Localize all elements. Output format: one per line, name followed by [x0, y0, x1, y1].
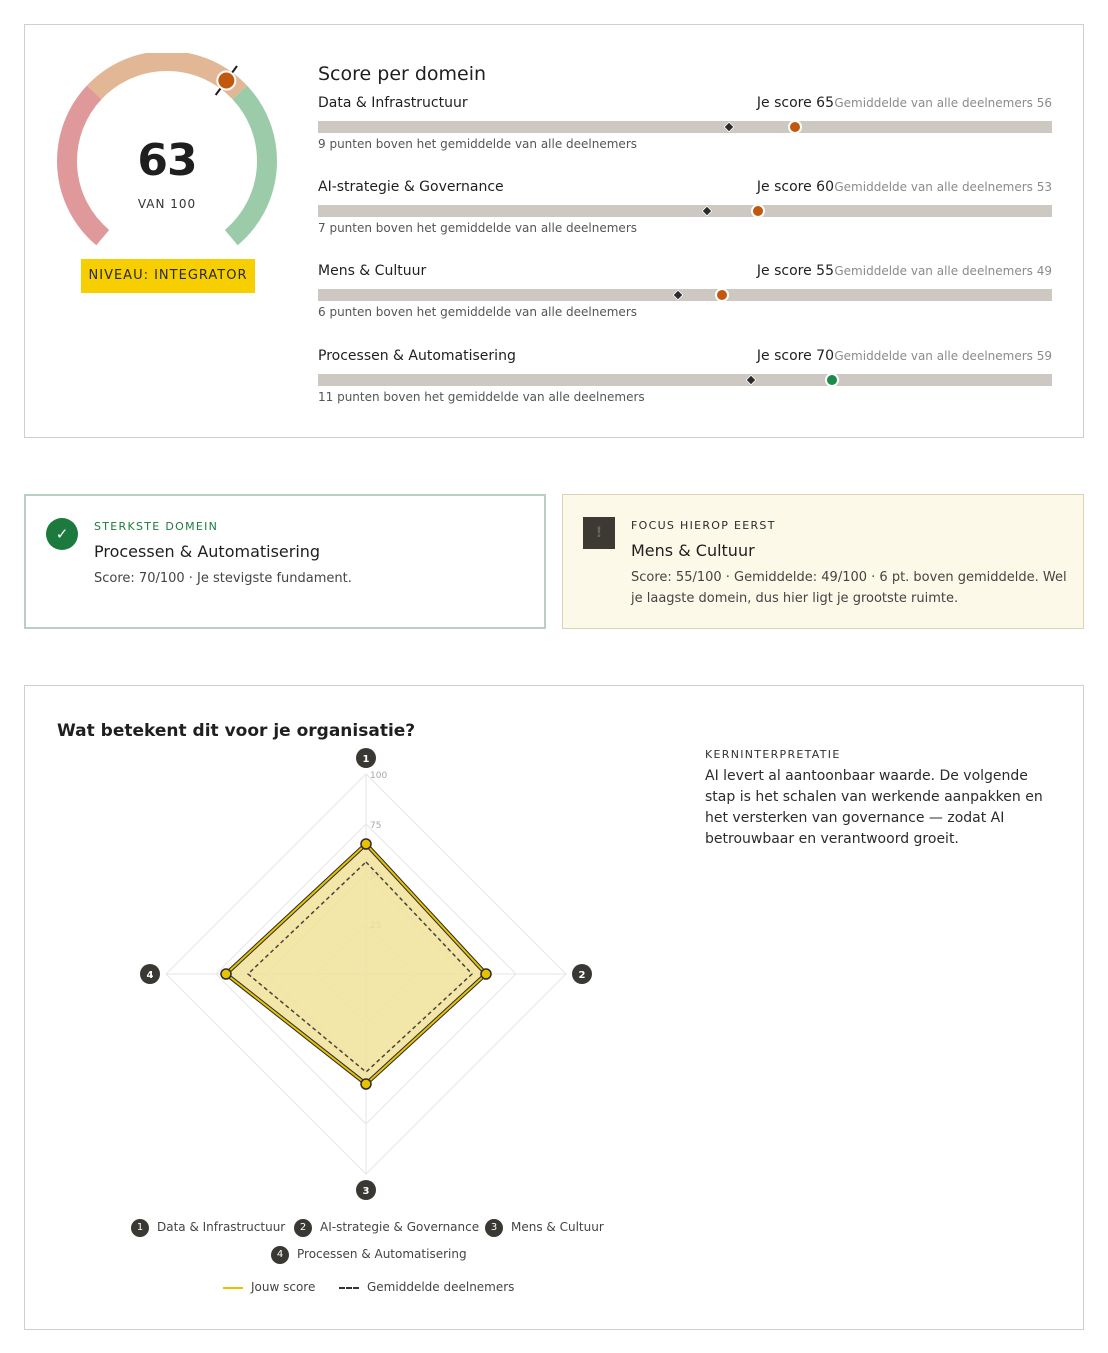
domain-score: Je score 55 [756, 263, 834, 279]
radar-tick-label: 75 [370, 821, 382, 831]
domain-average: Gemiddelde van alle deelnemers 56 [834, 96, 1052, 110]
focus-domain-card [562, 494, 1084, 629]
domain-bar-track [318, 374, 1052, 386]
radar-chart [25, 686, 685, 1216]
domain-row-data-infrastructuur [318, 95, 1052, 165]
legend-number: 3 [485, 1219, 503, 1237]
domain-note: 11 punten boven het gemiddelde van alle deelnemers [318, 390, 645, 404]
domain-average: Gemiddelde van alle deelnemers 53 [834, 180, 1052, 194]
score-overview-card [24, 24, 1084, 438]
legend-label: Mens & Cultuur [511, 1220, 604, 1234]
axis-number-badge [356, 748, 376, 768]
domain-bar-track [318, 289, 1052, 301]
domain-score: Je score 65 [756, 95, 834, 111]
score-marker [715, 288, 729, 302]
average-marker [723, 121, 734, 132]
legend-item-mens-cultuur [485, 1217, 604, 1237]
strongest-domain-card [24, 494, 546, 629]
interpretation-text: AI levert al aantoonbaar waarde. De volgende stap is het schalen van werkende aanpakken en het versterken van governance — zodat AI betrouwbaar en verantwoord groeit. [705, 768, 1043, 847]
exclamation-icon: ! [583, 517, 615, 549]
average-marker [701, 205, 712, 216]
callout-title: Processen & Automatisering [94, 542, 321, 561]
dashed-line-icon [339, 1287, 359, 1289]
solid-line-icon [223, 1287, 243, 1289]
domain-row-ai-strategie [318, 179, 1052, 249]
interpretation-card [24, 685, 1084, 1330]
domain-name: Mens & Cultuur [318, 263, 427, 279]
score-gauge [55, 53, 279, 253]
callout-kicker: FOCUS HIEROP EERST [631, 519, 776, 532]
axis-number-badge [140, 964, 160, 984]
average-marker [672, 289, 683, 300]
svg-text:4: 4 [146, 970, 154, 981]
domain-row-mens-cultuur [318, 263, 1052, 333]
check-icon: ✓ [46, 518, 78, 550]
domain-name: Data & Infrastructuur [318, 95, 468, 111]
level-badge: NIVEAU: INTEGRATOR [81, 259, 255, 293]
domain-average: Gemiddelde van alle deelnemers 49 [834, 264, 1052, 278]
axis-number-badge [356, 1180, 376, 1200]
interpretation-kicker: KERNINTERPRETATIE [705, 748, 841, 761]
legend-label: Data & Infrastructuur [157, 1220, 286, 1234]
domain-row-processen-automatisering [318, 348, 1052, 418]
svg-text:3: 3 [362, 1186, 370, 1197]
your-score-outline [226, 844, 486, 1084]
gauge-score-marker [217, 72, 235, 90]
legend-number: 4 [271, 1246, 289, 1264]
section-title: Wat betekent dit voor je organisatie? [57, 721, 416, 741]
legend-item-ai-strategie [294, 1217, 479, 1237]
callout-title: Mens & Cultuur [631, 541, 755, 560]
domain-name: AI-strategie & Governance [318, 179, 504, 195]
legend-label: Gemiddelde deelnemers [367, 1280, 515, 1294]
domain-bar-track [318, 121, 1052, 133]
svg-text:1: 1 [362, 754, 370, 765]
your-score-point [361, 1079, 371, 1089]
domain-note: 6 punten boven het gemiddelde van alle deelnemers [318, 305, 638, 319]
legend-label: AI-strategie & Governance [320, 1220, 480, 1234]
your-score-point [221, 969, 231, 979]
legend-number: 1 [131, 1219, 149, 1237]
legend-item-processen-automatisering [271, 1244, 467, 1264]
legend-number: 2 [294, 1219, 312, 1237]
axis-number-badge [572, 964, 592, 984]
domain-bar-track [318, 205, 1052, 217]
legend-average [339, 1277, 514, 1297]
domain-score: Je score 70 [756, 348, 834, 364]
callout-kicker: STERKSTE DOMEIN [94, 520, 219, 533]
legend-label: Processen & Automatisering [297, 1247, 467, 1261]
score-marker [788, 120, 802, 134]
domain-name: Processen & Automatisering [318, 348, 516, 364]
svg-text:2: 2 [578, 970, 586, 981]
domain-note: 7 punten boven het gemiddelde van alle deelnemers [318, 221, 638, 235]
score-marker [825, 373, 839, 387]
radar-tick-label: 100 [370, 771, 388, 781]
domain-note: 9 punten boven het gemiddelde van alle deelnemers [318, 137, 638, 151]
callout-text: Score: 55/100 · Gemiddelde: 49/100 · 6 pt. boven gemiddelde. Wel je laagste domein, dus hier ligt je grootste ruimte. [631, 570, 1067, 606]
callout-text: Score: 70/100 · Je stevigste fundament. [94, 571, 352, 586]
score-marker [751, 204, 765, 218]
average-marker [745, 374, 756, 385]
domain-score: Je score 60 [756, 179, 834, 195]
gauge-score-value: 63 [137, 135, 197, 186]
domain-average: Gemiddelde van alle deelnemers 59 [834, 349, 1052, 363]
your-score-point [361, 839, 371, 849]
legend-item-data-infrastructuur [131, 1217, 285, 1237]
your-score-point [481, 969, 491, 979]
gauge-score-max: VAN 100 [137, 197, 197, 211]
legend-your-score [223, 1277, 315, 1297]
domains-title: Score per domein [318, 63, 487, 85]
legend-label: Jouw score [251, 1280, 316, 1294]
